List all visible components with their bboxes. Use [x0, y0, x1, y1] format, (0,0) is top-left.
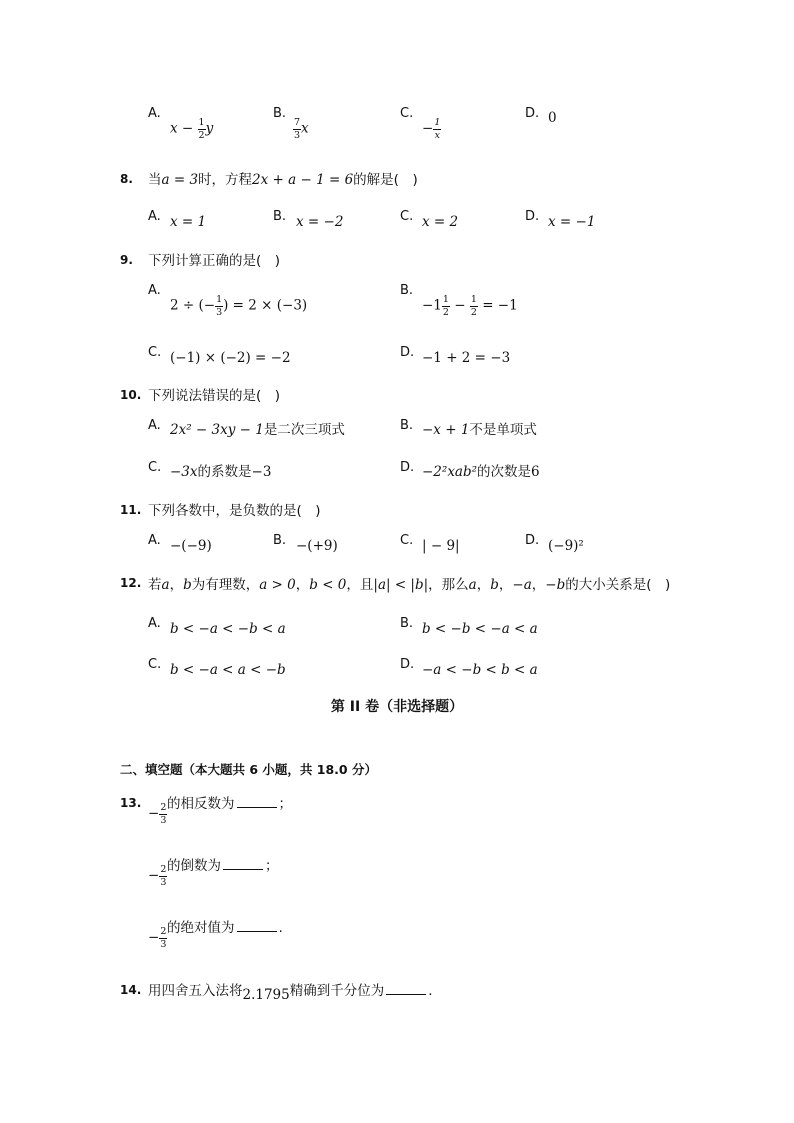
q8-option-b-expr: x = −2: [296, 214, 344, 230]
q10-option-c-expr: [170, 460, 271, 480]
numerator: 1: [198, 117, 205, 128]
answer-blank[interactable]: [237, 807, 277, 808]
q8-stem: [148, 168, 418, 188]
numerator: 2: [160, 926, 167, 937]
numerator: 1: [442, 294, 449, 305]
fraction: [442, 295, 450, 317]
q8-option-c-expr: x = 2: [422, 214, 459, 230]
q13-fraction-1: [148, 803, 167, 825]
stem-text: 为有理数，: [191, 577, 260, 593]
denominator: 3: [160, 876, 167, 888]
q9-option-a-label: A.: [148, 283, 161, 298]
option-text: 的系数是: [197, 464, 252, 480]
expr-text: −: [422, 120, 434, 137]
fraction: [433, 118, 441, 140]
math: 2x² − 3xy − 1: [170, 422, 264, 438]
math: −: [449, 297, 470, 314]
q12-stem: [148, 573, 670, 593]
fraction: [470, 295, 478, 317]
q12-option-a-label: A.: [148, 616, 161, 631]
q10-option-a-label: A.: [148, 418, 161, 433]
q9-option-c-label: C.: [148, 345, 162, 360]
section-title: 第 II 卷（非选择题）: [330, 699, 464, 715]
fraction: [293, 118, 301, 140]
question-number: 11.: [120, 503, 142, 517]
q11-stem: 下列各数中，是负数的是( ): [148, 503, 321, 519]
stem-text: 的解是( ): [353, 172, 418, 188]
numerator: 7: [294, 117, 301, 128]
q7-option-c-label: C.: [400, 106, 414, 121]
stem-text: ，且: [346, 577, 374, 593]
q7-option-b-expr: [293, 118, 309, 140]
blank-prompt: 的绝对值为: [167, 920, 235, 936]
math: −1: [422, 297, 442, 314]
math: a > 0: [259, 577, 296, 593]
q11-option-b-label: B.: [273, 533, 287, 548]
q12-option-c-expr: b < −a < a < −b: [170, 662, 286, 678]
q9-option-a-expr: [170, 295, 307, 317]
option-text: 不是单项式: [469, 422, 537, 438]
q9-option-c-expr: (−1) × (−2) = −2: [170, 350, 291, 366]
expr-text: x −: [170, 120, 198, 137]
question-number: 9.: [120, 253, 133, 267]
q9-option-d-label: D.: [400, 345, 415, 360]
punctuation: ；: [265, 858, 279, 874]
q13-fraction-3: [148, 927, 167, 949]
question-number: 14.: [120, 983, 142, 997]
punctuation: ；: [278, 796, 292, 812]
q10-option-c-label: C.: [148, 460, 162, 475]
math: b: [490, 577, 499, 593]
math: 2x + a − 1 = 6: [252, 172, 354, 188]
math: 2.1795: [242, 987, 290, 1003]
blank-prompt: 的倒数为: [167, 858, 221, 874]
part-heading: 二、填空题（本大题共 6 小题，共 18.0 分）: [120, 762, 377, 777]
answer-blank[interactable]: [223, 869, 263, 870]
q9-option-d-expr: −1 + 2 = −3: [422, 350, 511, 366]
math: 6: [531, 464, 540, 480]
math: b: [183, 577, 192, 593]
q8-option-d-label: D.: [525, 209, 540, 224]
expr-text: x: [301, 120, 309, 137]
fraction: [198, 118, 206, 140]
denominator: x: [434, 129, 441, 141]
numerator: 1: [216, 294, 223, 305]
q11-option-d-expr: (−9)²: [548, 538, 584, 554]
q13-line-2: [167, 854, 279, 874]
denominator: 3: [294, 129, 301, 141]
q10-stem: 下列说法错误的是( ): [148, 388, 281, 404]
q11-option-a-label: A.: [148, 533, 161, 548]
denominator: 3: [216, 306, 223, 318]
stem-text: 用四舍五入法将: [148, 983, 243, 999]
q7-option-a-label: A.: [148, 106, 161, 121]
q12-option-d-expr: −a < −b < b < a: [422, 662, 538, 678]
stem-text: 精确到千分位为: [289, 983, 385, 999]
math: a: [468, 577, 477, 593]
math: |a| < |b|: [373, 577, 429, 593]
question-number: 13.: [120, 796, 142, 810]
numerator: 1: [470, 294, 477, 305]
q12-option-d-label: D.: [400, 657, 415, 672]
q12-option-c-label: C.: [148, 657, 162, 672]
question-number: 12.: [120, 576, 142, 590]
q9-option-b-expr: [422, 295, 518, 317]
question-number: 10.: [120, 388, 142, 402]
stem-text: 的大小关系是( ): [565, 577, 671, 593]
math: −b: [545, 577, 566, 593]
q13-fraction-2: [148, 865, 167, 887]
question-number: 8.: [120, 172, 133, 186]
stem-text: ，: [531, 577, 546, 593]
neg-sign: −: [148, 867, 160, 884]
neg-sign: −: [148, 805, 160, 822]
option-text: 的次数是: [477, 464, 532, 480]
q9-stem: 下列计算正确的是( ): [148, 253, 281, 269]
q11-option-a-expr: −(−9): [170, 538, 212, 554]
numerator: 1: [434, 117, 441, 128]
punctuation: .: [428, 983, 433, 999]
math: 2 ÷ (−: [170, 297, 216, 314]
q11-option-c-expr: | − 9|: [422, 538, 460, 554]
punctuation: .: [278, 920, 283, 936]
denominator: 3: [160, 814, 167, 826]
q11-option-c-label: C.: [400, 533, 414, 548]
denominator: 2: [470, 306, 477, 318]
q10-option-d-label: D.: [400, 460, 415, 475]
stem-text: ，那么: [428, 577, 469, 593]
blank-prompt: 的相反数为: [167, 796, 235, 812]
answer-blank[interactable]: [386, 994, 426, 995]
numerator: 2: [160, 802, 167, 813]
q7-option-b-label: B.: [273, 106, 287, 121]
math: −x + 1: [422, 422, 470, 438]
q12-option-a-expr: b < −a < −b < a: [170, 621, 286, 637]
q11-option-b-expr: −(+9): [296, 538, 338, 554]
q12-option-b-label: B.: [400, 616, 414, 631]
math: ) = 2 × (−3): [223, 297, 308, 314]
q11-option-d-label: D.: [525, 533, 540, 548]
q7-option-d-label: D.: [525, 106, 540, 121]
q7-option-c-expr: [422, 118, 441, 140]
q10-option-a-expr: [170, 418, 345, 438]
stem-text: ，: [476, 577, 491, 593]
math: −a: [512, 577, 532, 593]
q8-option-a-label: A.: [148, 209, 161, 224]
denominator: 2: [442, 306, 449, 318]
answer-blank[interactable]: [237, 931, 277, 932]
q8-option-d-expr: x = −1: [548, 214, 596, 230]
math: −2²xab²: [422, 464, 478, 480]
q8-option-c-label: C.: [400, 209, 414, 224]
option-text: 是二次三项式: [263, 422, 345, 438]
q13-line-3: [167, 916, 283, 936]
math: a = 3: [161, 172, 199, 188]
stem-text: 当: [148, 172, 162, 188]
math: −3: [251, 464, 272, 480]
q9-option-b-label: B.: [400, 283, 414, 298]
denominator: 3: [160, 938, 167, 950]
q10-option-b-label: B.: [400, 418, 414, 433]
stem-text: 若: [148, 577, 162, 593]
q8-option-a-expr: x = 1: [170, 214, 207, 230]
q10-option-d-expr: [422, 460, 540, 480]
math: a: [161, 577, 170, 593]
q14-stem: [148, 979, 433, 1003]
numerator: 2: [160, 864, 167, 875]
math: −3x: [170, 464, 198, 480]
q10-option-b-expr: [422, 418, 537, 438]
neg-sign: −: [148, 929, 160, 946]
denominator: 2: [198, 129, 205, 141]
stem-text: ，: [498, 577, 513, 593]
q7-option-d-expr: 0: [548, 110, 557, 126]
stem-text: ，: [295, 577, 310, 593]
q13-line-1: [167, 792, 292, 812]
q12-option-b-expr: b < −b < −a < a: [422, 621, 538, 637]
q7-option-a-expr: [170, 118, 213, 140]
stem-text: ，: [169, 577, 184, 593]
fraction: [215, 295, 223, 317]
stem-text: 时，方程: [198, 172, 253, 188]
math: b < 0: [309, 577, 347, 593]
q8-option-b-label: B.: [273, 209, 287, 224]
expr-text: y: [205, 120, 214, 137]
math: = −1: [477, 297, 518, 314]
